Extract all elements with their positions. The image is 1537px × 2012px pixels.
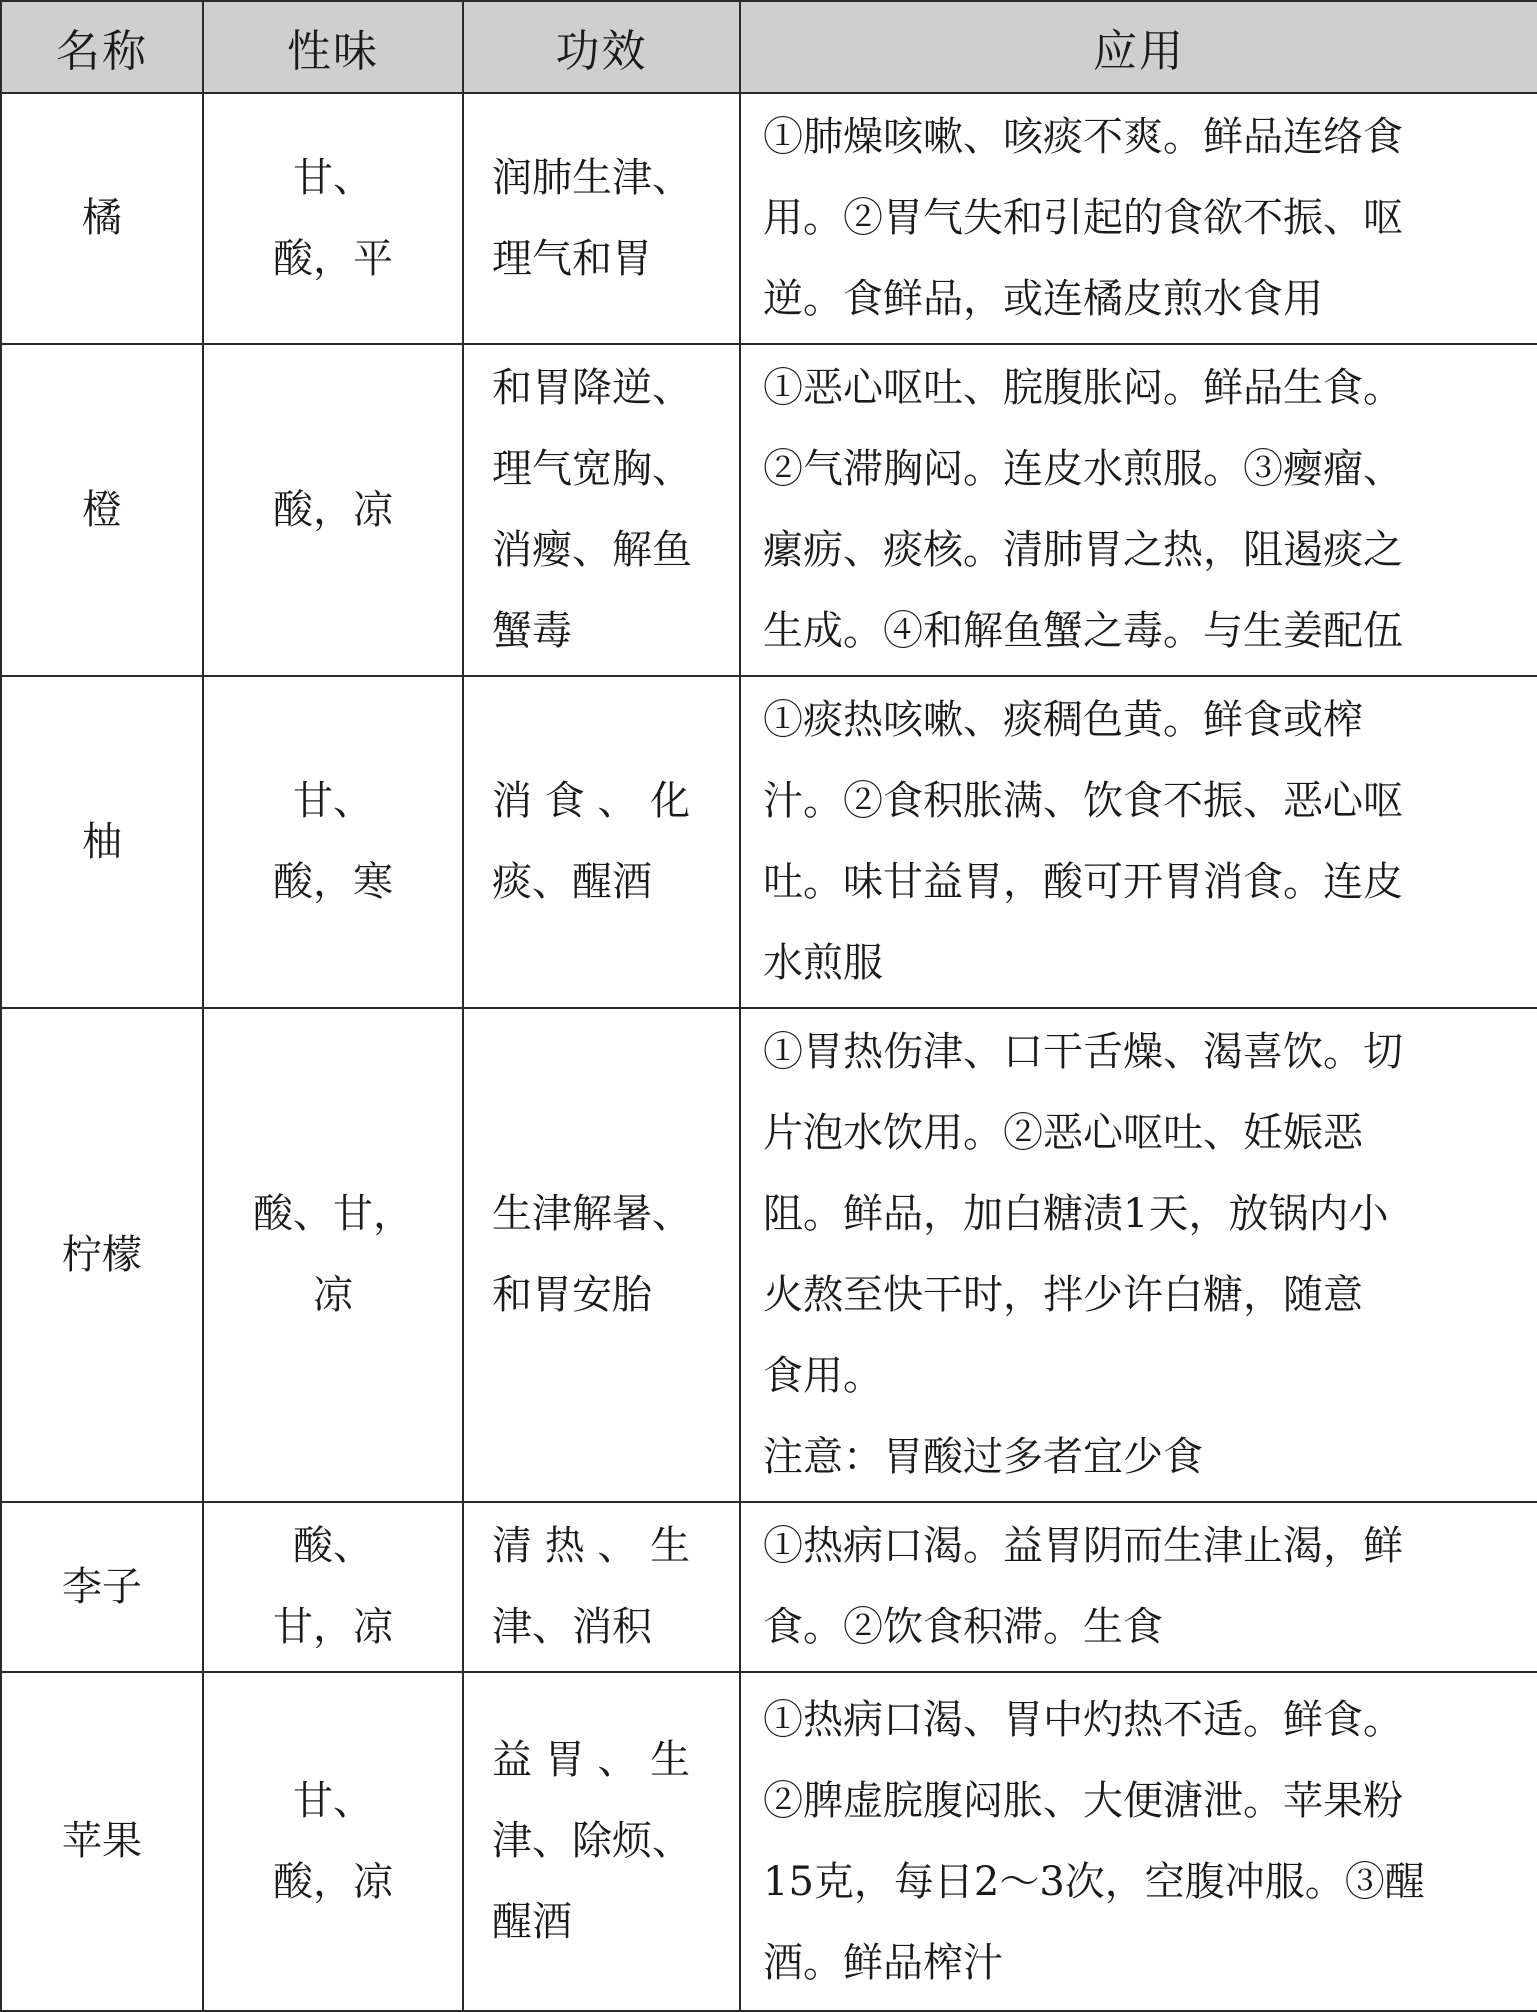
- fruit-effect: [463, 344, 740, 676]
- fruit-effect: [463, 93, 740, 344]
- usage-line: 水煎服: [763, 940, 883, 986]
- effect-line: 生津解暑、: [492, 1191, 692, 1237]
- fruit-name: 柚: [1, 676, 203, 1008]
- fruit-nature: [203, 1502, 463, 1672]
- nature-line: 甘、: [293, 1777, 373, 1824]
- effect-line: 和胃安胎: [492, 1272, 652, 1318]
- usage-line: 逆。食鲜品，或连橘皮煎水食用: [763, 276, 1323, 322]
- usage-line: 吐。味甘益胃，酸可开胃消食。连皮: [763, 859, 1403, 905]
- effect-line: 理气和胃: [492, 235, 652, 282]
- fruit-effect: [463, 1672, 740, 2011]
- fruit-nature: [203, 344, 463, 676]
- table-row: [1, 676, 1537, 1008]
- fruit-usage: [740, 1502, 1537, 1672]
- fruit-name: 橙: [1, 344, 203, 676]
- header-effect: 功效: [463, 1, 740, 93]
- fruit-nature: [203, 1008, 463, 1502]
- fruit-effect: [463, 1502, 740, 1672]
- fruit-name: 柠檬: [1, 1008, 203, 1502]
- nature-line: 酸，凉: [273, 486, 393, 533]
- nature-line: 凉: [313, 1272, 353, 1318]
- usage-line: 15克，每日2～3次，空腹冲服。③醒: [763, 1858, 1425, 1905]
- effect-line: 消瘿、解鱼: [492, 527, 692, 573]
- fruit-effect: [463, 676, 740, 1008]
- usage-line: 瘰疬、痰核。清肺胃之热，阻遏痰之: [763, 527, 1403, 573]
- usage-line: ①热病口渴。益胃阴而生津止渴，鲜: [763, 1523, 1403, 1569]
- effect-line: 理气宽胸、: [492, 446, 692, 492]
- fruit-nature: [203, 93, 463, 344]
- usage-line: ①热病口渴、胃中灼热不适。鲜食。: [763, 1696, 1403, 1743]
- effect-line: 津、消积: [492, 1604, 652, 1650]
- table-row: [1, 93, 1537, 344]
- effect-line: 清 热 、 生: [492, 1523, 691, 1569]
- effect-line: 益 胃 、 生: [492, 1737, 691, 1783]
- table-row: [1, 344, 1537, 676]
- header-usage: 应用: [740, 1, 1537, 93]
- nature-line: 甘、: [293, 154, 373, 201]
- fruit-usage: [740, 1672, 1537, 2011]
- table-row: [1, 1672, 1537, 2011]
- effect-line: 和胃降逆、: [492, 365, 692, 411]
- usage-line: 阻。鲜品，加白糖渍1天，放锅内小: [763, 1191, 1389, 1237]
- effect-line: 津、除烦、: [492, 1818, 692, 1864]
- fruit-name: 橘: [1, 93, 203, 344]
- nature-line: 酸、甘，: [253, 1191, 413, 1237]
- table-header-row: [1, 1, 1537, 93]
- effect-line: 蟹毒: [492, 608, 572, 654]
- nature-line: 甘，凉: [273, 1604, 393, 1650]
- usage-line: 火熬至快干时，拌少许白糖，随意: [763, 1272, 1363, 1318]
- usage-line: ②脾虚脘腹闷胀、大便溏泄。苹果粉: [763, 1777, 1403, 1824]
- nature-line: 甘、: [293, 778, 373, 824]
- nature-line: 酸，凉: [273, 1858, 393, 1905]
- fruit-nature: [203, 1672, 463, 2011]
- fruit-effect: [463, 1008, 740, 1502]
- usage-line: ①痰热咳嗽、痰稠色黄。鲜食或榨: [763, 697, 1363, 743]
- usage-line: 汁。②食积胀满、饮食不振、恶心呕: [763, 778, 1403, 824]
- fruit-name: 李子: [1, 1502, 203, 1672]
- header-nature: 性味: [203, 1, 463, 93]
- usage-line: 片泡水饮用。②恶心呕吐、妊娠恶: [763, 1110, 1363, 1156]
- nature-line: 酸，寒: [273, 859, 393, 905]
- fruit-nature: [203, 676, 463, 1008]
- usage-line: 生成。④和解鱼蟹之毒。与生姜配伍: [763, 608, 1403, 654]
- header-name: 名称: [1, 1, 203, 93]
- usage-line: 酒。鲜品榨汁: [763, 1939, 1003, 1986]
- usage-line: ①胃热伤津、口干舌燥、渴喜饮。切: [763, 1029, 1403, 1075]
- nature-line: 酸、: [293, 1523, 373, 1569]
- nature-line: 酸，平: [273, 235, 393, 282]
- usage-line: ①恶心呕吐、脘腹胀闷。鲜品生食。: [763, 365, 1403, 411]
- table-row: [1, 1008, 1537, 1502]
- usage-line: 食用。: [763, 1353, 883, 1399]
- fruit-usage: [740, 344, 1537, 676]
- usage-line: 用。②胃气失和引起的食欲不振、呕: [763, 195, 1403, 241]
- effect-line: 消 食 、 化: [492, 778, 691, 824]
- fruit-usage: [740, 93, 1537, 344]
- effect-line: 痰、醒酒: [492, 859, 652, 905]
- effect-line: 醒酒: [492, 1899, 572, 1945]
- effect-line: 润肺生津、: [492, 154, 692, 201]
- fruit-usage: [740, 1008, 1537, 1502]
- usage-note: 注意：胃酸过多者宜少食: [763, 1434, 1203, 1480]
- table-row: [1, 1502, 1537, 1672]
- usage-line: ②气滞胸闷。连皮水煎服。③瘿瘤、: [763, 446, 1403, 492]
- usage-line: ①肺燥咳嗽、咳痰不爽。鲜品连络食: [763, 114, 1403, 160]
- fruit-usage: [740, 676, 1537, 1008]
- fruit-name: 苹果: [1, 1672, 203, 2011]
- usage-line: 食。②饮食积滞。生食: [763, 1604, 1163, 1650]
